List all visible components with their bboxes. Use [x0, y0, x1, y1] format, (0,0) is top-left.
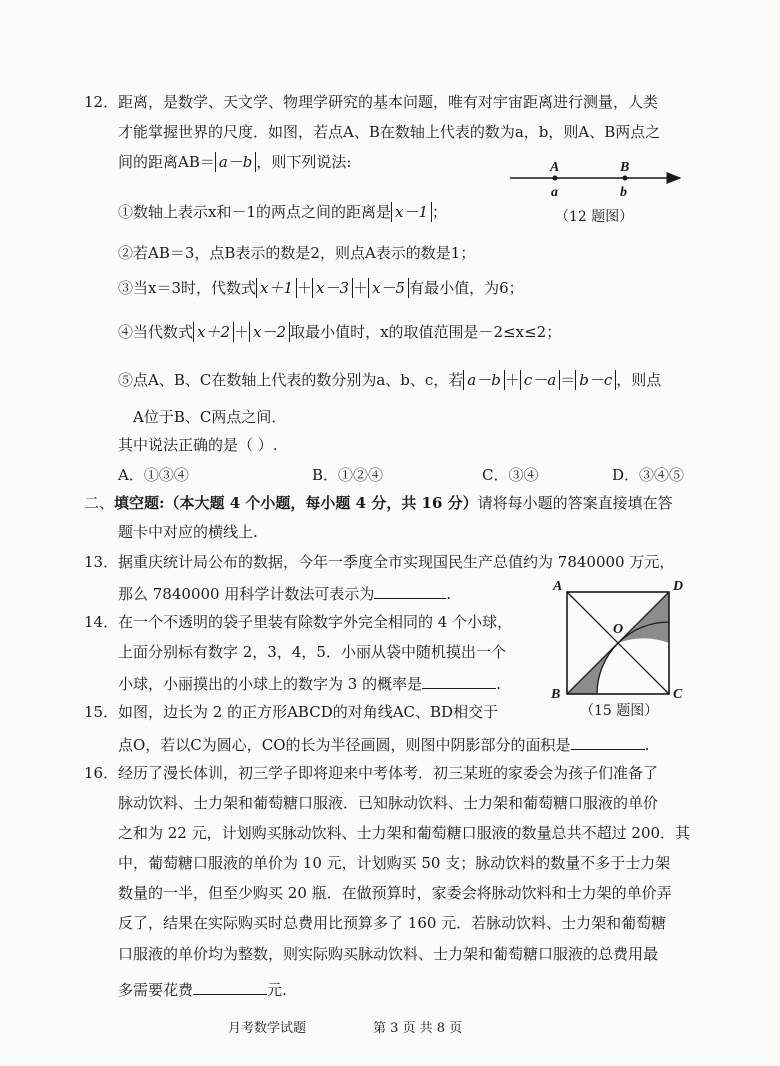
footer-page-number: 第 3 页 共 8 页 — [373, 1021, 463, 1036]
q12-option-d[interactable]: D．③④⑤ — [612, 466, 685, 484]
q14-line3-pre: 小球，小丽摸出的小球上的数字为 3 的概率是 — [118, 675, 423, 693]
section2-bold: 填空题:（本大题 4 个小题，每小题 4 分，共 16 分） — [114, 494, 478, 512]
s3-pre: ③当x＝3时，代数式 — [118, 279, 257, 297]
plus-sign: ＋ — [234, 323, 250, 341]
q16-line8 — [118, 978, 287, 1000]
vertex-D-label: D — [673, 579, 684, 594]
plus-sign: ＋ — [297, 279, 313, 297]
q15-line1: 如图，边长为 2 的正方形ABCD的对角线AC、BD相交于 — [118, 703, 499, 721]
vertex-B-label: B — [551, 687, 561, 702]
q16-line8-pre: 多需要花费 — [118, 981, 194, 999]
q16-line7: 口服液的单价均为整数，则实际购买脉动饮料、士力架和葡萄糖口服液的总费用最 — [118, 945, 659, 963]
q13-line1: 据重庆统计局公布的数据，今年一季度全市实现国民生产总值约为 7840000 万元， — [118, 553, 675, 571]
q12-figure-caption: （12 题图） — [555, 209, 634, 225]
q12-option-c[interactable]: C．③④ — [482, 466, 539, 484]
abs-x-minus-3: x－3 — [312, 278, 353, 298]
q15-figure-caption: （15 题图） — [580, 703, 659, 719]
q16-line3: 之和为 22 元，计划购买脉动饮料、士力架和葡萄糖口服液的数量总共不超过 200．其 — [118, 824, 691, 842]
equals-sign: ＝ — [560, 371, 576, 389]
plus-sign: ＋ — [353, 279, 369, 297]
q15-line2-post: . — [644, 736, 650, 754]
q12-question: 其中说法正确的是（ ）. — [118, 436, 278, 454]
vertex-C-label: C — [673, 687, 683, 702]
s1-pre: ①数轴上表示x和－1的两点之间的距离是 — [118, 203, 392, 221]
s4-pre: ④当代数式 — [118, 323, 194, 341]
q12-option-b[interactable]: B．①②④ — [312, 466, 384, 484]
vertex-A-label: A — [553, 579, 563, 594]
q13-line2-pre: 那么 7840000 用科学计数法可表示为 — [118, 585, 375, 603]
q16-line6: 反了，结果在实际购买时总费用比预算多了 160 元．若脉动饮料、士力架和葡萄糖 — [118, 914, 667, 932]
abs-x-plus-1: x＋1 — [256, 278, 297, 298]
s3-post: 有最小值，为6； — [409, 279, 524, 297]
q16-number: 16． — [84, 764, 119, 782]
q12-option-a[interactable]: A．①③④ — [118, 466, 189, 484]
abs-c-minus-a: c－a — [520, 370, 560, 390]
q12-statement-5-line2: A位于B、C两点之间． — [133, 408, 287, 426]
q16-answer-blank[interactable] — [193, 978, 267, 995]
s4-post: 取最小值时，x的取值范围是－2≤x≤2； — [290, 323, 562, 341]
plus-sign: ＋ — [504, 371, 520, 389]
s5-post: ，则点 — [616, 371, 662, 389]
abs-b-minus-c: b－c — [575, 370, 616, 390]
point-A-label: A — [550, 160, 560, 175]
point-B-label: B — [620, 160, 630, 175]
section2-prefix: 二、 — [84, 494, 115, 512]
q12-line3-pre: 间的距离AB＝ — [118, 153, 215, 171]
s1-post: ； — [432, 203, 448, 221]
abs-a-minus-b: a－b — [215, 152, 257, 172]
q12-statement-2: ②若AB＝3，点B表示的数是2，则点A表示的数是1； — [118, 244, 476, 262]
q14-number: 14． — [84, 613, 119, 631]
section2-rest: 请将每小题的答案直接填在答 — [477, 494, 673, 512]
q16-line5: 数量的一半，但至少购买 20 瓶．在做预算时，家委会将脉动饮料和士力架的单价弄 — [118, 884, 672, 902]
q15-line2-pre: 点O，若以C为圆心，CO的长为半径画圆，则图中阴影部分的面积是 — [118, 736, 571, 754]
abs-x-minus-1: x－1 — [391, 202, 432, 222]
s5-pre: ⑤点A、B、C在数轴上代表的数分别为a、b、c，若 — [118, 371, 464, 389]
abs-x-minus-5: x－5 — [368, 278, 409, 298]
q12-line2: 才能掌握世界的尺度．如图，若点A、B在数轴上代表的数为a，b，则A、B两点之 — [118, 123, 661, 141]
q16-line2: 脉动饮料、士力架和葡萄糖口服液．已知脉动饮料、士力架和葡萄糖口服液的单价 — [118, 794, 659, 812]
value-b-label: b — [620, 185, 627, 200]
abs-x-minus-2: x－2 — [249, 322, 290, 342]
abs-x-plus-2: x＋2 — [193, 322, 234, 342]
q12-number: 12． — [84, 93, 119, 111]
q16-line4: 中，葡萄糖口服液的单价为 10 元，计划购买 50 支；脉动饮料的数量不多于士力架 — [118, 854, 671, 872]
footer-title: 月考数学试题 — [228, 1021, 307, 1036]
q13-line2-post: . — [446, 585, 452, 603]
q12-line1: 距离，是数学、天文学、物理学研究的基本问题，唯有对宇宙距离进行测量，人类 — [118, 93, 659, 111]
section2-line2: 题卡中对应的横线上. — [118, 523, 258, 541]
q14-line3-post: . — [496, 675, 501, 693]
q15-answer-blank[interactable] — [571, 733, 645, 750]
value-a-label: a — [551, 185, 558, 200]
abs-a-minus-b: a－b — [463, 370, 505, 390]
center-O-label: O — [613, 622, 624, 637]
q16-line8-post: 元. — [267, 981, 287, 999]
q16-line1: 经历了漫长体训，初三学子即将迎来中考体考．初三某班的家委会为孩子们准备了 — [118, 764, 659, 782]
q14-line2: 上面分别标有数字 2，3，4，5．小丽从袋中随机摸出一个 — [118, 643, 506, 661]
q13-number: 13． — [84, 553, 119, 571]
q14-line1: 在一个不透明的袋子里装有除数字外完全相同的 4 个小球， — [118, 613, 513, 631]
q12-line3-post: ，则下列说法: — [256, 153, 352, 171]
q15-line2 — [118, 733, 649, 755]
q15-number: 15． — [84, 703, 119, 721]
